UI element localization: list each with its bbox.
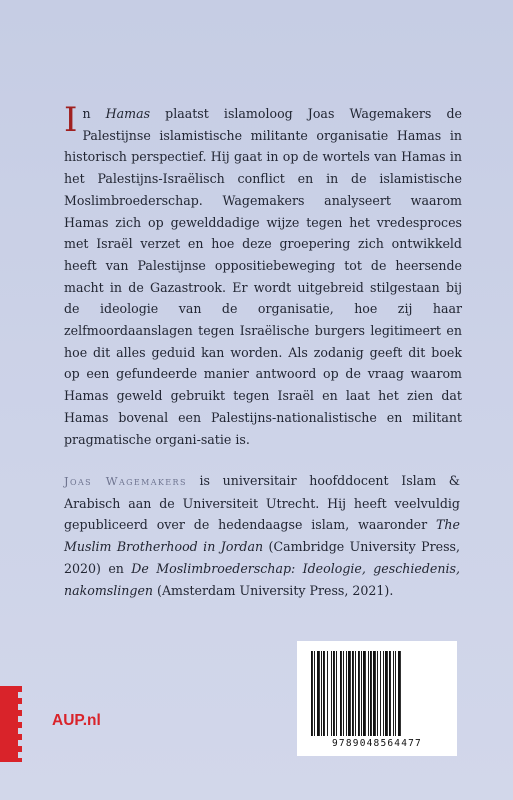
blurb-intro: n [82,106,106,121]
barcode-bar [385,651,388,736]
barcode-bar [370,651,372,736]
barcode-bar [340,651,342,736]
publisher-url: AUP.nl [52,712,101,729]
barcode-bar [358,651,360,736]
blurb-title: Hamas [105,106,151,121]
barcode-bar [368,651,369,736]
bio-text-1: is universitair hoofddocent Islam & Arabisch aan de Universiteit Utrecht. Hij heeft veelvuldig gepubliceerd over de hedendaagse islam, waaronder [64,473,460,533]
barcode-bar [348,651,351,736]
barcode-bar [393,651,394,736]
barcode-bar [311,651,313,736]
barcode-bar [352,651,354,736]
barcode-bar [336,651,337,736]
publisher-logo-mark [0,686,18,762]
bio-text-3: (Amsterdam University Press, 2021). [153,582,394,598]
barcode-bar [323,651,325,736]
barcode-bar [343,651,344,736]
barcode-bar [373,651,376,736]
barcode-bar [398,651,401,736]
drop-cap: I [64,100,78,140]
isbn-number: 9789048564477 [332,738,422,749]
barcode-bar [355,651,356,736]
barcode-bar [321,651,322,736]
blurb-body: plaatst islamoloog Joas Wagemakers de Palestijnse islamistische militante organisatie Hamas in historisch perspectief. Hij gaat in op de wortels van Hamas in het Palestijns-Israëlisch conflict en in de islamistische Moslimbroederschap. Wagemakers analyseert waarom Hamas zich op gewelddadige wijze tegen het vredesproces met Israël verzet en hoe deze groepering zich ontwikkeld heeft van Palestijnse oppositiebeweging tot de heersende macht in de Gazastrook. Er wordt uitgebreid stilgestaan bij de ideologie van de organisatie, hoe zij haar zelfmoordaanslagen tegen Israëlische burgers legitimeert en hoe dit alles geduid kan worden. Als zodanig geeft dit boek op een gefundeerde manier antwoord op de vraag waarom Hamas geweld gebruikt tegen Israël en laat het zien dat Hamas bovenal een Palestijns-nationalistische en militant pragmatische organi-satie is. [64,106,462,447]
barcode-bar [361,651,362,736]
barcode-bars [311,651,443,736]
barcode-bar [346,651,347,736]
author-name: Joas Wagemakers [64,474,187,488]
barcode-bar [317,651,320,736]
barcode-bar [380,651,381,736]
barcode-bar [383,651,384,736]
bio-book-1: The Muslim Brotherhood in Jordan [64,517,460,555]
barcode-bar [331,651,332,736]
barcode-bar [377,651,378,736]
barcode [297,641,457,756]
barcode-bar [363,651,366,736]
barcode-bar [327,651,328,736]
blurb-text [64,100,462,450]
barcode-bar [395,651,396,736]
bio-text-2: (Cambridge University Press, 2020) en [64,539,460,576]
barcode-bar [389,651,391,736]
barcode-bar [333,651,335,736]
barcode-bar [314,651,315,736]
author-bio [64,470,460,601]
bio-book-2: De Moslimbroederschap: Ideologie, geschiedenis, nakomslingen [64,560,460,598]
